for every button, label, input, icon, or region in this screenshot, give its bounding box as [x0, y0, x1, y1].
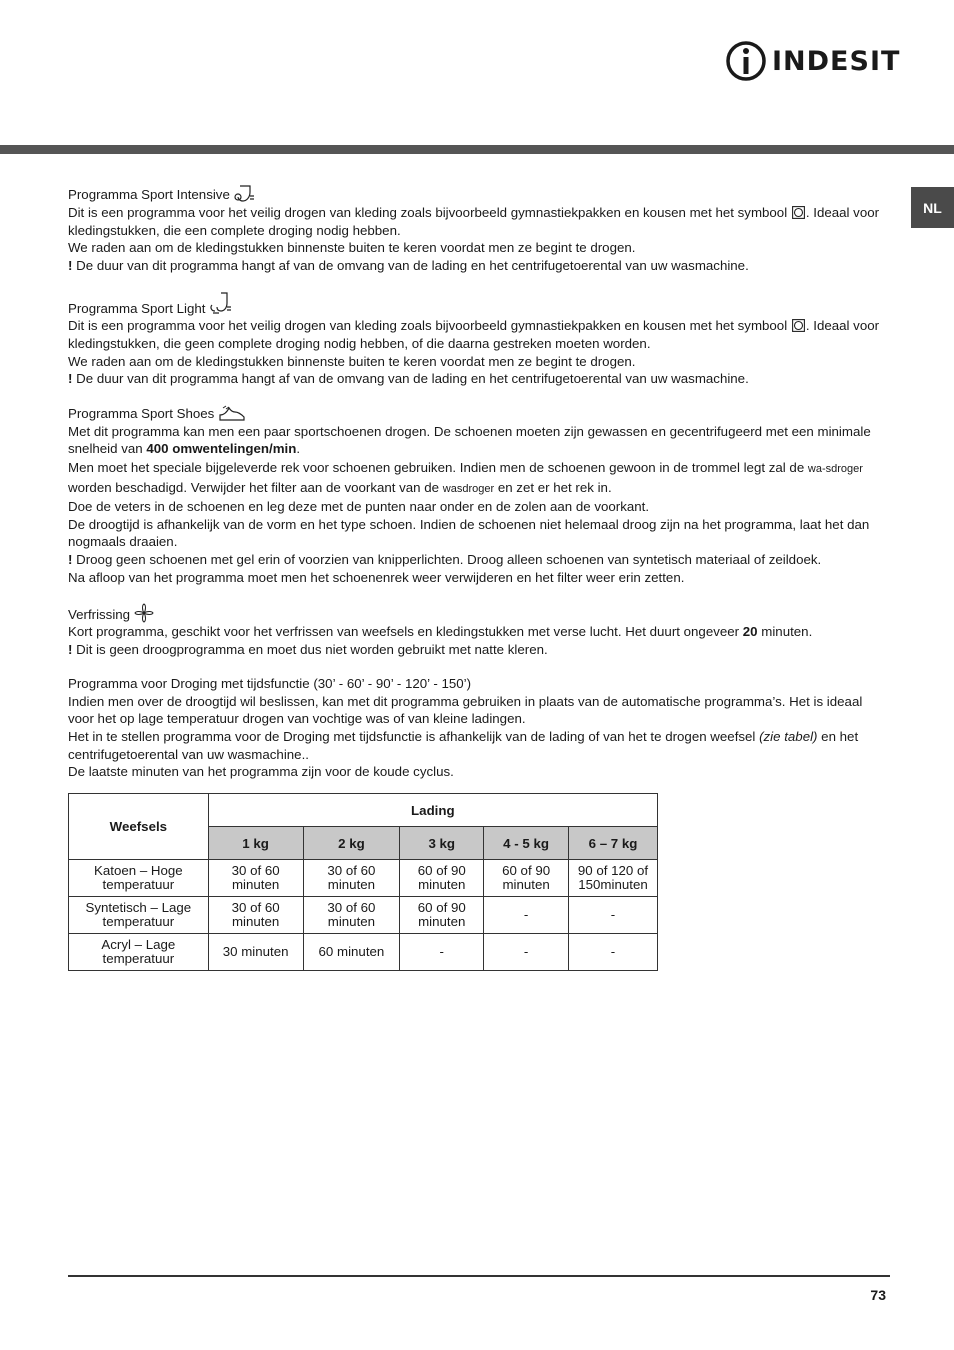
- table-cell: 90 of 120 of 150minuten: [569, 860, 658, 897]
- language-tab: NL: [911, 187, 954, 228]
- table-cell: 30 of 60 minuten: [303, 897, 400, 934]
- table-row: [69, 860, 658, 897]
- section-sport-intensive: Programma Sport Intensive Dit is een programma voor het veilig drogen van kleding zoals bijvoorbeeld gymnastiekpakken en kousen met het symbool . Ideaal voor kledingstukken, die een complete droging nodig hebben. We raden aan om de kledingstukken binnenste buiten te keren voordat men ze begint te drogen. ! De duur van dit programma hangt af van de omvang van de lading en het centrifugetoerental van uw wasmachine.: [68, 184, 890, 274]
- dryer-symbol-icon: [792, 206, 805, 219]
- header-load: Lading: [208, 794, 657, 827]
- header-load-2: 2 kg: [303, 827, 400, 860]
- row-fabric: Katoen – Hoge temperatuur: [69, 860, 209, 897]
- section-title: Programma Sport Intensive: [68, 187, 230, 203]
- header-fabric: Weefsels: [69, 794, 209, 860]
- warning-mark: !: [68, 371, 73, 387]
- table-cell: 60 of 90 minuten: [400, 860, 484, 897]
- table-cell: 30 of 60 minuten: [208, 897, 303, 934]
- sport-intensive-icon: [234, 184, 256, 204]
- section-title: Verfrissing: [68, 606, 131, 622]
- table-cell: 60 of 90 minuten: [400, 897, 484, 934]
- table-cell: -: [400, 934, 484, 971]
- brand-name: INDESIT: [772, 45, 901, 77]
- section-timed-drying: Programma voor Droging met tijdsfunctie (30’ - 60’ - 90’ - 120’ - 150’) Indien men over de droogtijd wil beslissen, kan met dit programma gebruiken in plaats van de automatische programma’s. Het is ideaal voor het op lage temperatuur drogen van vochtige was of van kleine ladingen. Het in te stellen programma voor de Droging met tijdsfunctie is afhankelijk van de lading of van het te drogen weefsel (zie tabel) en het centrifugetoerental van uw wasmachine.. De laatste minuten van het programma zijn voor de koude cyclus.: [68, 676, 863, 780]
- table-row: [69, 934, 658, 971]
- page-number: 73: [870, 1287, 886, 1303]
- sport-light-icon: [209, 291, 233, 317]
- warning-mark: !: [68, 551, 73, 567]
- table-cell: -: [484, 934, 569, 971]
- row-fabric: Syntetisch – Lage temperatuur: [69, 897, 209, 934]
- indesit-logo-icon: [726, 41, 766, 81]
- table-cell: -: [569, 934, 658, 971]
- section-title: Programma Sport Shoes: [68, 406, 215, 422]
- section-sport-shoes: Programma Sport Shoes Met dit programma kan men een paar sportschoenen drogen. De schoenen moeten zijn gewassen en gecentrifugeerd met een minimale snelheid van 400 omwentelingen/min. Men moet het speciale bijgeleverde rek voor schoenen gebruiken. Indien men de schoenen gewoon in de trommel legt zal de wa-sdroger worden beschadigd. Verwijder het filter aan de voorkant van de wasdroger en zet er het rek in. Doe de veters in de schoenen en leg deze met de punten naar onder en de zolen aan de voorkant. De droogtijd is afhankelijk van de vorm en het type schoen. Indien de schoenen niet helemaal droog zijn na het programma, laat het dan nogmaals draaien. ! Droog geen schoenen met gel erin of voorzien van knipperlichten. Droog alleen schoenen van syntetisch materiaal of zeildoek. Na afloop van het programma moet men het schoenenrek weer verwijderen en het filter weer erin zetten.: [68, 405, 890, 586]
- table-cell: 30 minuten: [208, 934, 303, 971]
- indesit-logo: [726, 40, 900, 82]
- dryer-symbol-icon: [792, 319, 805, 332]
- warning-mark: !: [68, 257, 73, 273]
- table-cell: 30 of 60 minuten: [208, 860, 303, 897]
- warning-mark: !: [68, 641, 73, 657]
- main-content: [68, 184, 890, 798]
- header-bar: [0, 145, 954, 154]
- footer-rule: [68, 1275, 890, 1277]
- section-verfrissing: Verfrissing Kort programma, geschikt voor het verfrissen van weefsels en kledingstukken met verse lucht. Het duurt ongeveer 20 minuten. ! Dit is geen droogprogramma en moet dus niet worden gebruikt met natte kleren.: [68, 603, 890, 658]
- section-title: Programma voor Droging met tijdsfunctie: [68, 676, 310, 692]
- section-heading: [68, 405, 890, 423]
- table-cell: -: [569, 897, 658, 934]
- section-heading: [68, 603, 890, 623]
- drying-time-table: [68, 793, 658, 971]
- fan-icon: [134, 603, 154, 623]
- table-cell: 60 minuten: [303, 934, 400, 971]
- row-fabric: Acryl – Lage temperatuur: [69, 934, 209, 971]
- header-load-1: 1 kg: [208, 827, 303, 860]
- header-load-4: 4 - 5 kg: [484, 827, 569, 860]
- table-row: [69, 897, 658, 934]
- section-heading: [68, 291, 890, 317]
- sport-shoes-icon: [218, 405, 246, 423]
- section-title: Programma Sport Light: [68, 300, 206, 316]
- header-load-5: 6 – 7 kg: [569, 827, 658, 860]
- table-cell: -: [484, 897, 569, 934]
- table-cell: 30 of 60 minuten: [303, 860, 400, 897]
- header-load-3: 3 kg: [400, 827, 484, 860]
- section-heading: [68, 184, 890, 204]
- table-cell: 60 of 90 minuten: [484, 860, 569, 897]
- section-sport-light: Programma Sport Light Dit is een programma voor het veilig drogen van kleding zoals bijvoorbeeld gymnastiekpakken en kousen met het symbool . Ideaal voor kledingstukken, die geen complete droging nodig hebben, of die daarna gestreken moeten worden. We raden aan om de kledingstukken binnenste buiten te keren voordat men ze begint te drogen. ! De duur van dit programma hangt af van de omvang van de lading en het centrifugetoerental van uw wasmachine.: [68, 291, 890, 387]
